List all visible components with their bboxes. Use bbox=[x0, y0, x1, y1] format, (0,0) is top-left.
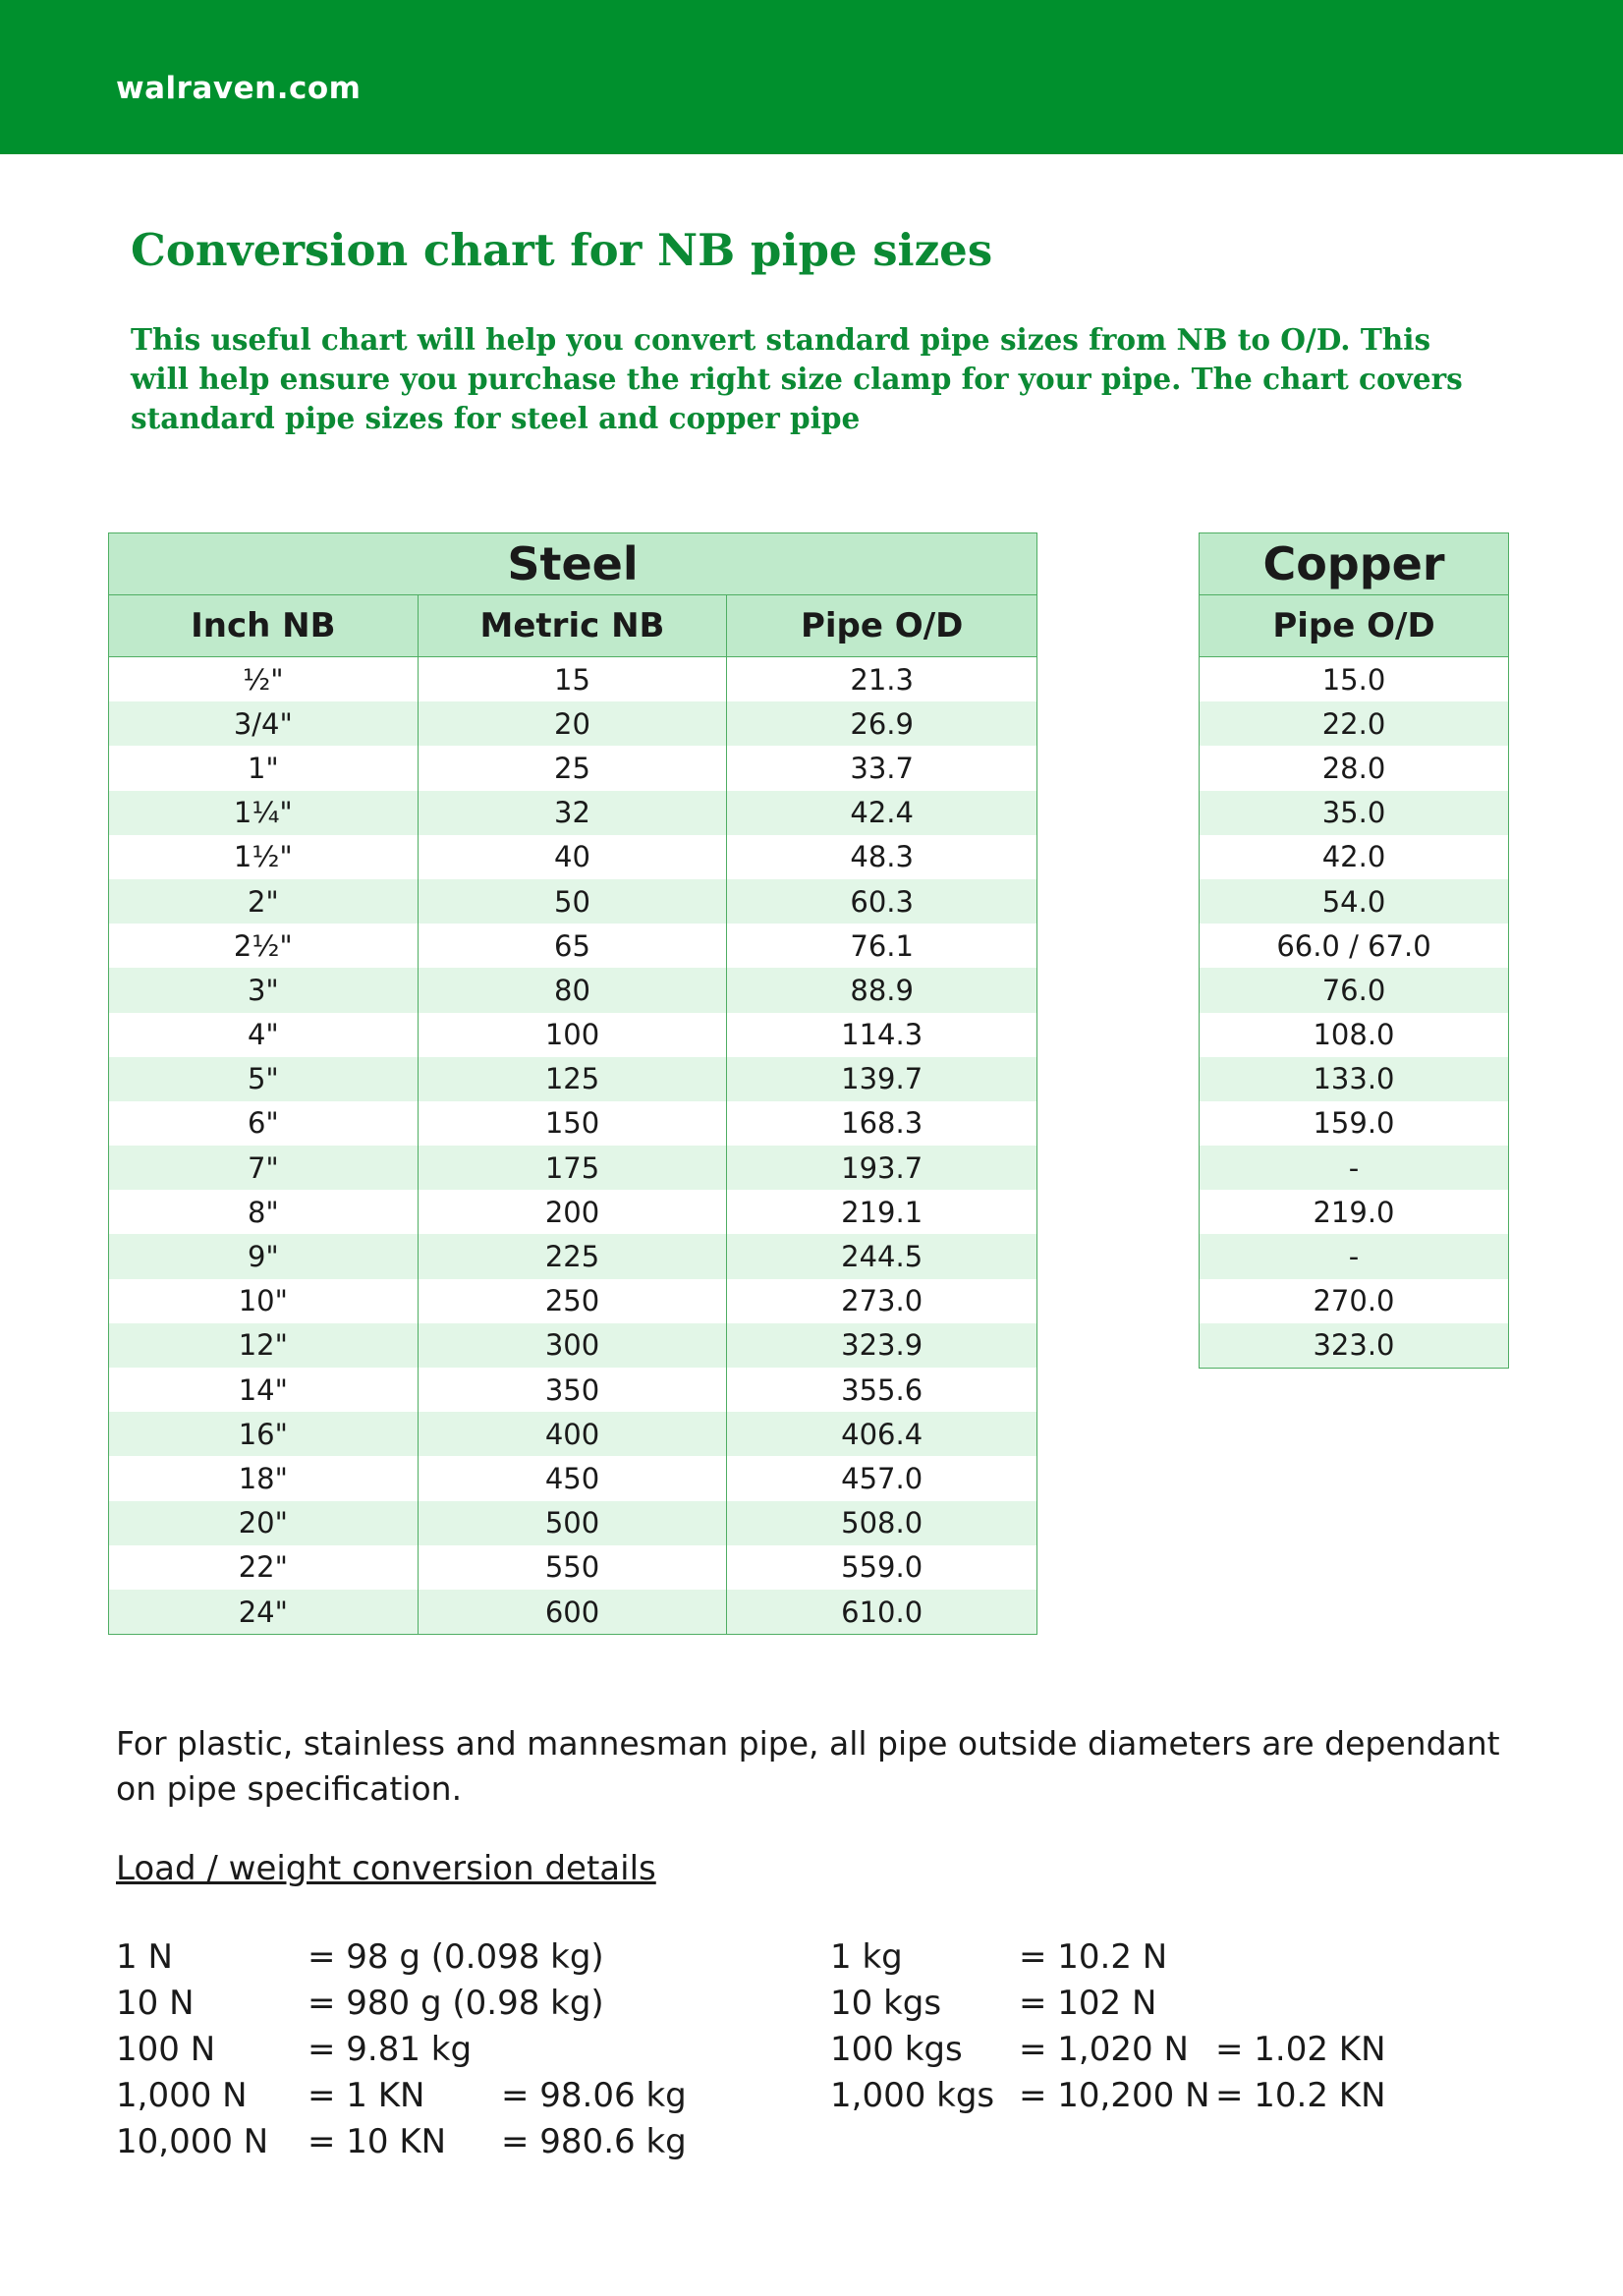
table-cell: 60.3 bbox=[727, 879, 1037, 924]
table-cell: 159.0 bbox=[1200, 1101, 1509, 1146]
table-cell: 88.9 bbox=[727, 968, 1037, 1012]
table-row bbox=[1200, 746, 1509, 790]
conversion-value: = 980 g (0.98 kg) bbox=[308, 1984, 604, 2023]
table-row bbox=[1200, 879, 1509, 924]
table-cell: 457.0 bbox=[727, 1456, 1037, 1500]
table-cell: 80 bbox=[418, 968, 727, 1012]
table-cell: 7" bbox=[109, 1146, 419, 1190]
table-row bbox=[1200, 1234, 1509, 1278]
conversion-value: = 10,200 N bbox=[1019, 2076, 1210, 2115]
table-cell: 193.7 bbox=[727, 1146, 1037, 1190]
header-bar bbox=[0, 0, 1623, 154]
table-cell: 12" bbox=[109, 1323, 419, 1368]
table-cell: 40 bbox=[418, 835, 727, 879]
table-row bbox=[109, 1057, 1037, 1101]
table-cell: 250 bbox=[418, 1279, 727, 1323]
table-cell: 5" bbox=[109, 1057, 419, 1101]
table-row bbox=[1200, 968, 1509, 1012]
table-cell: 10" bbox=[109, 1279, 419, 1323]
table-cell: 1¼" bbox=[109, 791, 419, 835]
table-cell: 270.0 bbox=[1200, 1279, 1509, 1323]
table-cell: 54.0 bbox=[1200, 879, 1509, 924]
table-row bbox=[109, 746, 1037, 790]
table-row bbox=[1200, 835, 1509, 879]
table-row bbox=[1200, 1323, 1509, 1369]
table-cell: 350 bbox=[418, 1368, 727, 1412]
table-cell: 33.7 bbox=[727, 746, 1037, 790]
table-cell: 2½" bbox=[109, 924, 419, 968]
table-row bbox=[109, 968, 1037, 1012]
conversion-value: = 98 g (0.098 kg) bbox=[308, 1937, 604, 1977]
table-cell: 18" bbox=[109, 1456, 419, 1500]
conversion-value: = 98.06 kg bbox=[501, 2076, 687, 2115]
table-row bbox=[1200, 791, 1509, 835]
table-cell: 133.0 bbox=[1200, 1057, 1509, 1101]
table-cell: 139.7 bbox=[727, 1057, 1037, 1101]
table-row bbox=[109, 1456, 1037, 1500]
table-cell: - bbox=[1200, 1146, 1509, 1190]
table-cell: 26.9 bbox=[727, 701, 1037, 746]
table-cell: 550 bbox=[418, 1545, 727, 1590]
conversion-value: 100 N bbox=[116, 2030, 216, 2069]
table-cell: 100 bbox=[418, 1013, 727, 1057]
conversion-value: = 1 KN bbox=[308, 2076, 425, 2115]
table-cell: 400 bbox=[418, 1412, 727, 1456]
table-cell: 66.0 / 67.0 bbox=[1200, 924, 1509, 968]
table-cell: 65 bbox=[418, 924, 727, 968]
table-cell: 406.4 bbox=[727, 1412, 1037, 1456]
conversion-value: 10 kgs bbox=[830, 1984, 942, 2023]
table-row bbox=[109, 1013, 1037, 1057]
table-cell: 76.0 bbox=[1200, 968, 1509, 1012]
table-cell: 14" bbox=[109, 1368, 419, 1412]
table-cell: 20 bbox=[418, 701, 727, 746]
table-cell: 600 bbox=[418, 1590, 727, 1635]
page-title: Conversion chart for NB pipe sizes bbox=[131, 224, 993, 276]
table-cell: 323.0 bbox=[1200, 1323, 1509, 1369]
conversion-value: 10,000 N bbox=[116, 2122, 269, 2161]
table-row bbox=[109, 1101, 1037, 1146]
column-header: Inch NB bbox=[109, 595, 419, 657]
column-header: Pipe O/D bbox=[1200, 595, 1509, 657]
table-row bbox=[1200, 701, 1509, 746]
table-cell: 28.0 bbox=[1200, 746, 1509, 790]
table-row bbox=[109, 1590, 1037, 1635]
table-cell: 300 bbox=[418, 1323, 727, 1368]
table-row bbox=[109, 791, 1037, 835]
conversion-value: 10 N bbox=[116, 1984, 195, 2023]
table-row bbox=[1200, 1057, 1509, 1101]
table-cell: 1" bbox=[109, 746, 419, 790]
table-cell: 25 bbox=[418, 746, 727, 790]
table-row bbox=[1200, 1013, 1509, 1057]
conversion-value: 1,000 N bbox=[116, 2076, 248, 2115]
table-cell: 323.9 bbox=[727, 1323, 1037, 1368]
table-cell: 559.0 bbox=[727, 1545, 1037, 1590]
table-cell: 32 bbox=[418, 791, 727, 835]
table-row bbox=[109, 1234, 1037, 1278]
table-row bbox=[1200, 1146, 1509, 1190]
table-cell: 3" bbox=[109, 968, 419, 1012]
table-cell: 21.3 bbox=[727, 657, 1037, 702]
table-row bbox=[1200, 657, 1509, 702]
table-cell: 508.0 bbox=[727, 1501, 1037, 1545]
table-row bbox=[109, 835, 1037, 879]
table-cell: 15.0 bbox=[1200, 657, 1509, 702]
table-cell: 244.5 bbox=[727, 1234, 1037, 1278]
table-cell: 24" bbox=[109, 1590, 419, 1635]
conversion-value: = 9.81 kg bbox=[308, 2030, 473, 2069]
table-cell: 76.1 bbox=[727, 924, 1037, 968]
table-cell: 150 bbox=[418, 1101, 727, 1146]
table-cell: 610.0 bbox=[727, 1590, 1037, 1635]
table-row bbox=[1200, 924, 1509, 968]
site-url[interactable]: walraven.com bbox=[116, 71, 362, 106]
table-row bbox=[109, 657, 1037, 702]
table-row bbox=[109, 879, 1037, 924]
table-row bbox=[109, 1545, 1037, 1590]
conversion-value: = 10 KN bbox=[308, 2122, 447, 2161]
conversion-value: = 102 N bbox=[1019, 1984, 1157, 2023]
column-header: Metric NB bbox=[418, 595, 727, 657]
table-cell: 1½" bbox=[109, 835, 419, 879]
table-cell: - bbox=[1200, 1234, 1509, 1278]
table-cell: 125 bbox=[418, 1057, 727, 1101]
table-row bbox=[1200, 1279, 1509, 1323]
table-cell: 114.3 bbox=[727, 1013, 1037, 1057]
table-cell: 50 bbox=[418, 879, 727, 924]
table-cell: 225 bbox=[418, 1234, 727, 1278]
table-cell: 355.6 bbox=[727, 1368, 1037, 1412]
table-cell: 48.3 bbox=[727, 835, 1037, 879]
table-row bbox=[109, 1368, 1037, 1412]
table-row bbox=[109, 1279, 1037, 1323]
conversion-value: 1,000 kgs bbox=[830, 2076, 995, 2115]
table-cell: 35.0 bbox=[1200, 791, 1509, 835]
table-cell: 2" bbox=[109, 879, 419, 924]
table-row bbox=[109, 1190, 1037, 1234]
steel-heading: Steel bbox=[109, 533, 1037, 595]
table-cell: 450 bbox=[418, 1456, 727, 1500]
table-cell: 108.0 bbox=[1200, 1013, 1509, 1057]
intro-text: This useful chart will help you convert standard pipe sizes from NB to O/D. This will help ensure you purchase the right size clamp for your pipe. The chart covers standard pipe sizes for steel and copper pipe bbox=[131, 322, 1463, 435]
table-row bbox=[109, 924, 1037, 968]
load-conversion-heading: Load / weight conversion details bbox=[116, 1849, 656, 1888]
table-row bbox=[109, 1501, 1037, 1545]
table-cell: 22.0 bbox=[1200, 701, 1509, 746]
table-cell: 20" bbox=[109, 1501, 419, 1545]
table-cell: 219.1 bbox=[727, 1190, 1037, 1234]
conversion-value: = 980.6 kg bbox=[501, 2122, 687, 2161]
table-cell: 42.4 bbox=[727, 791, 1037, 835]
conversion-value: = 1,020 N bbox=[1019, 2030, 1189, 2069]
table-cell: 219.0 bbox=[1200, 1190, 1509, 1234]
table-row bbox=[109, 701, 1037, 746]
table-cell: 9" bbox=[109, 1234, 419, 1278]
conversion-value: = 10.2 N bbox=[1019, 1937, 1168, 1977]
conversion-value: 100 kgs bbox=[830, 2030, 963, 2069]
table-row bbox=[109, 1412, 1037, 1456]
conversion-value: 1 N bbox=[116, 1937, 173, 1977]
table-cell: 42.0 bbox=[1200, 835, 1509, 879]
table-cell: ½" bbox=[109, 657, 419, 702]
steel-table bbox=[108, 532, 1037, 1635]
table-cell: 175 bbox=[418, 1146, 727, 1190]
column-header: Pipe O/D bbox=[727, 595, 1037, 657]
table-cell: 22" bbox=[109, 1545, 419, 1590]
table-cell: 8" bbox=[109, 1190, 419, 1234]
table-row bbox=[1200, 1190, 1509, 1234]
table-cell: 273.0 bbox=[727, 1279, 1037, 1323]
table-cell: 200 bbox=[418, 1190, 727, 1234]
pipe-note: For plastic, stainless and mannesman pipe, all pipe outside diameters are dependant on pipe specification. bbox=[116, 1724, 1500, 1808]
table-cell: 500 bbox=[418, 1501, 727, 1545]
table-cell: 15 bbox=[418, 657, 727, 702]
table-row bbox=[109, 1323, 1037, 1368]
table-cell: 16" bbox=[109, 1412, 419, 1456]
table-cell: 3/4" bbox=[109, 701, 419, 746]
copper-heading: Copper bbox=[1200, 533, 1509, 595]
table-cell: 168.3 bbox=[727, 1101, 1037, 1146]
table-row bbox=[1200, 1101, 1509, 1146]
conversion-value: = 10.2 KN bbox=[1215, 2076, 1386, 2115]
table-cell: 6" bbox=[109, 1101, 419, 1146]
copper-table bbox=[1199, 532, 1509, 1369]
table-row bbox=[109, 1146, 1037, 1190]
conversion-value: 1 kg bbox=[830, 1937, 903, 1977]
table-cell: 4" bbox=[109, 1013, 419, 1057]
conversion-value: = 1.02 KN bbox=[1215, 2030, 1386, 2069]
